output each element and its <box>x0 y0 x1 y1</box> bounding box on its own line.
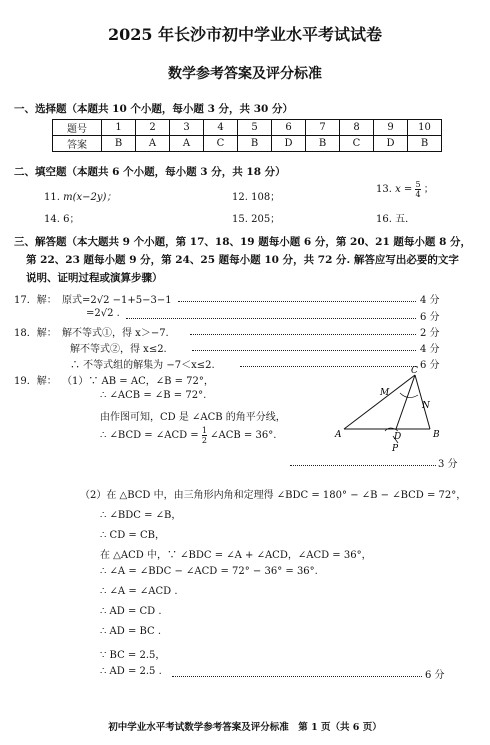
item-number: 13. <box>376 184 392 195</box>
item-answer: 108； <box>251 192 281 203</box>
fill-item <box>44 188 116 203</box>
table-cell: B <box>238 136 272 152</box>
item-number: 14. <box>44 214 60 225</box>
expr-part: ∠ACB = 36°. <box>210 430 277 441</box>
fraction-numerator: 5 <box>415 180 421 189</box>
solution-line: 解不等式①，得 x＞−7. <box>62 328 169 339</box>
item-answer: 205； <box>251 214 281 225</box>
dotted-leader <box>126 308 416 319</box>
table-cell: B <box>408 136 442 152</box>
dotted-leader <box>178 291 416 302</box>
fill-item <box>232 210 280 225</box>
table-cell: 6 <box>272 120 306 136</box>
solution-line: ∴ ∠BDC = ∠B， <box>100 510 182 521</box>
score: 4 分 <box>420 295 440 306</box>
dotted-leader <box>190 324 416 335</box>
table-row <box>53 120 442 136</box>
solution-line: （1）∵ AB = AC，∠B = 72°， <box>62 376 214 387</box>
page-title: 2025 年长沙市初中学业水平考试试卷 <box>107 25 383 44</box>
fill-item <box>232 188 280 203</box>
score: 6 分 <box>420 312 440 323</box>
item-answer: 6； <box>63 214 80 225</box>
question-label: 19．解： <box>14 376 57 387</box>
dotted-leader <box>172 666 422 677</box>
item-answer-prefix: x = <box>395 184 413 195</box>
score: 6 分 <box>425 670 445 681</box>
solution-line: ∴ AD = 2.5 . <box>100 666 162 677</box>
bisector-cd <box>396 375 415 429</box>
table-cell: 2 <box>136 120 170 136</box>
solution-line: 原式=2√2 −1+5−3−1 <box>62 295 172 306</box>
table-cell: B <box>306 136 340 152</box>
question-label: 17．解： <box>14 295 57 306</box>
item-answer: m(x−2y)； <box>63 192 117 203</box>
item-number: 12. <box>232 192 248 203</box>
answer-table <box>52 119 442 152</box>
point-label-m: M <box>380 388 390 398</box>
triangle-figure <box>330 365 450 455</box>
fraction <box>415 180 420 199</box>
solution-line: ∴ ∠A = ∠BDC − ∠ACD = 72° − 36° = 36°. <box>100 566 318 577</box>
item-number: 16. <box>376 214 392 225</box>
table-row <box>53 136 442 152</box>
solution-line: ∵ BC = 2.5， <box>100 650 166 661</box>
solution-line: 在 △ACD 中，∵ ∠BDC = ∠A + ∠ACD，∠ACD = 36°， <box>100 550 372 561</box>
fraction-denominator: 4 <box>415 190 421 199</box>
solution-line: ∴ AD = BC . <box>100 626 162 637</box>
table-cell: 10 <box>408 120 442 136</box>
dotted-leader <box>290 455 436 466</box>
fraction-denominator: 2 <box>201 436 207 445</box>
section2-heading: 二、填空题（本题共 6 个小题，每小题 3 分，共 18 分） <box>14 166 286 178</box>
score: 6 分 <box>420 360 440 371</box>
table-row-label: 题号 <box>53 120 102 136</box>
solution-line: ∴ ∠ACB = ∠B = 72°. <box>100 390 207 401</box>
table-cell: 8 <box>340 120 374 136</box>
score: 2 分 <box>420 328 440 339</box>
side-ac <box>344 375 415 429</box>
fill-item <box>44 210 79 225</box>
item-number: 15. <box>232 214 248 225</box>
table-cell: 9 <box>374 120 408 136</box>
item-answer-suffix: ； <box>423 184 434 195</box>
point-label-b: B <box>433 430 440 440</box>
section3-heading-line1: 三、解答题（本大题共 9 个小题，第 17、18、19 题每小题 6 分，第 20、21 题每小题 8 分， <box>14 236 472 248</box>
table-cell: A <box>136 136 170 152</box>
point-label-d: D <box>394 432 402 442</box>
expr-part: ∴ ∠BCD = ∠ACD = <box>100 430 199 441</box>
score: 3 分 <box>438 459 458 470</box>
solution-line: （2）在 △BCD 中，由三角形内角和定理得 ∠BDC = 180° − ∠B − ∠BCD = 72°， <box>80 490 467 501</box>
solution-line: ∴ ∠A = ∠ACD . <box>100 586 178 597</box>
score: 4 分 <box>420 344 440 355</box>
table-row-label: 答案 <box>53 136 102 152</box>
solution-line: 解不等式②，得 x≤2. <box>70 344 167 355</box>
construction-arc <box>400 393 418 398</box>
table-cell: D <box>374 136 408 152</box>
table-cell: 5 <box>238 120 272 136</box>
point-label-c: C <box>411 366 418 376</box>
section3-heading-line3: 说明、证明过程或演算步骤） <box>26 272 163 284</box>
table-cell: 3 <box>170 120 204 136</box>
solution-line <box>100 426 276 445</box>
solution-line: =2√2 . <box>86 308 120 319</box>
point-label-a: A <box>335 430 342 440</box>
page-footer: 初中学业水平考试数学参考答案及评分标准 第 1 页（共 6 页） <box>108 722 382 733</box>
table-cell: 7 <box>306 120 340 136</box>
solution-line: 由作图可知，CD 是 ∠ACB 的角平分线， <box>100 412 286 423</box>
fraction <box>202 426 207 445</box>
item-answer: 五． <box>395 214 416 225</box>
table-cell: B <box>102 136 136 152</box>
dotted-leader <box>192 340 416 351</box>
point-label-n: N <box>422 401 430 411</box>
table-cell: 4 <box>204 120 238 136</box>
table-cell: D <box>272 136 306 152</box>
solution-line: ∴ AD = CD . <box>100 606 162 617</box>
table-cell: C <box>204 136 238 152</box>
page-subtitle: 数学参考答案及评分标准 <box>168 66 322 82</box>
fraction-numerator: 1 <box>201 426 207 435</box>
table-cell: C <box>340 136 374 152</box>
fill-item <box>376 180 434 199</box>
table-cell: 1 <box>102 120 136 136</box>
solution-line: ∴ 不等式组的解集为 −7＜x≤2. <box>70 360 215 371</box>
section3-heading-line2: 第 22、23 题每小题 9 分，第 24、25 题每小题 10 分，共 72 分. 解答应写出必要的文字 <box>26 254 459 266</box>
solution-line: ∴ CD = CB， <box>100 530 165 541</box>
table-cell: A <box>170 136 204 152</box>
point-label-p: P <box>392 444 399 454</box>
item-number: 11. <box>44 192 60 203</box>
question-label: 18．解： <box>14 328 57 339</box>
section1-heading: 一、选择题（本题共 10 个小题，每小题 3 分，共 30 分） <box>14 103 293 115</box>
fill-item <box>376 210 415 225</box>
